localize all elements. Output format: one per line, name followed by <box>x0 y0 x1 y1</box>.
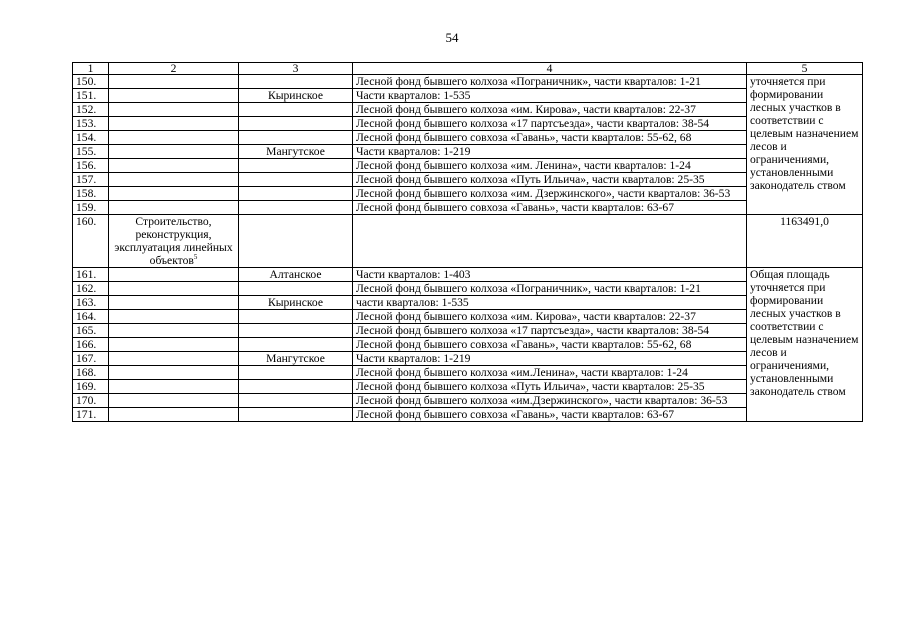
forestry-cell <box>239 75 353 89</box>
location-cell: Части кварталов: 1-535 <box>353 89 747 103</box>
table-row <box>73 103 863 117</box>
row-number: 160. <box>73 215 109 268</box>
purpose-cell <box>109 268 239 282</box>
purpose-cell <box>109 394 239 408</box>
location-cell: Лесной фонд бывшего колхоза «им.Дзержинского», части кварталов: 36-53 <box>353 394 747 408</box>
row-number: 163. <box>73 296 109 310</box>
table-row <box>73 89 863 103</box>
purpose-cell <box>109 75 239 89</box>
forestry-cell <box>239 215 353 268</box>
header-cell: 1 <box>73 63 109 75</box>
table-row <box>73 187 863 201</box>
forestry-cell <box>239 159 353 173</box>
row-number: 154. <box>73 131 109 145</box>
purpose-cell <box>109 159 239 173</box>
table-row <box>73 159 863 173</box>
purpose-cell <box>109 282 239 296</box>
table-row <box>73 408 863 422</box>
row-number: 165. <box>73 324 109 338</box>
purpose-cell <box>109 145 239 159</box>
row-number: 157. <box>73 173 109 187</box>
purpose-cell <box>109 103 239 117</box>
table-row <box>73 117 863 131</box>
forestry-cell <box>239 282 353 296</box>
forestry-cell: Кыринское <box>239 89 353 103</box>
row-number: 159. <box>73 201 109 215</box>
purpose-cell <box>109 215 239 268</box>
table-row <box>73 352 863 366</box>
forestry-cell: Алтанское <box>239 268 353 282</box>
header-cell: 5 <box>747 63 863 75</box>
purpose-cell <box>109 117 239 131</box>
table-row <box>73 380 863 394</box>
row-number: 171. <box>73 408 109 422</box>
table-row <box>73 394 863 408</box>
table-row <box>73 324 863 338</box>
forestry-cell <box>239 103 353 117</box>
header-cell: 2 <box>109 63 239 75</box>
location-cell: части кварталов: 1-535 <box>353 296 747 310</box>
header-cell: 3 <box>239 63 353 75</box>
location-cell: Лесной фонд бывшего колхоза «им. Кирова», части кварталов: 22-37 <box>353 310 747 324</box>
table-row <box>73 173 863 187</box>
table-row <box>73 338 863 352</box>
row-number: 167. <box>73 352 109 366</box>
forestry-cell <box>239 408 353 422</box>
purpose-cell <box>109 324 239 338</box>
location-cell: Лесной фонд бывшего колхоза «17 партсъезда», части кварталов: 38-54 <box>353 117 747 131</box>
row-number: 153. <box>73 117 109 131</box>
location-cell: Части кварталов: 1-403 <box>353 268 747 282</box>
forestry-cell <box>239 117 353 131</box>
table-row <box>73 268 863 282</box>
forestry-cell <box>239 380 353 394</box>
forestry-cell: Кыринское <box>239 296 353 310</box>
row-number: 150. <box>73 75 109 89</box>
row-number: 151. <box>73 89 109 103</box>
location-cell: Части кварталов: 1-219 <box>353 352 747 366</box>
purpose-cell <box>109 366 239 380</box>
row-number: 162. <box>73 282 109 296</box>
purpose-cell <box>109 131 239 145</box>
page-number: 54 <box>445 30 459 45</box>
table-row <box>73 145 863 159</box>
row-number: 166. <box>73 338 109 352</box>
row-number: 152. <box>73 103 109 117</box>
area-note-cell: Общая площадь уточняется при формировании лесных участков в соответствии с целевым назначением лесов и ограничениями, установленными законодатель ством <box>747 268 863 422</box>
purpose-cell <box>109 187 239 201</box>
forestry-cell: Мангутское <box>239 145 353 159</box>
location-cell: Лесной фонд бывшего колхоза «им. Ленина», части кварталов: 1-24 <box>353 159 747 173</box>
area-value-cell: 1163491,0 <box>747 215 863 268</box>
row-number: 164. <box>73 310 109 324</box>
table-row <box>73 310 863 324</box>
location-cell: Лесной фонд бывшего колхоза «Путь Ильича», части кварталов: 25-35 <box>353 173 747 187</box>
table-header-row <box>73 63 863 75</box>
purpose-cell <box>109 408 239 422</box>
table-row <box>73 201 863 215</box>
forestry-cell <box>239 173 353 187</box>
table-row <box>73 131 863 145</box>
location-cell: Лесной фонд бывшего совхоза «Гавань», части кварталов: 55-62, 68 <box>353 338 747 352</box>
header-cell: 4 <box>353 63 747 75</box>
purpose-cell <box>109 89 239 103</box>
purpose-cell <box>109 173 239 187</box>
forestry-cell <box>239 131 353 145</box>
location-cell: Лесной фонд бывшего совхоза «Гавань», части кварталов: 63-67 <box>353 201 747 215</box>
location-cell: Части кварталов: 1-219 <box>353 145 747 159</box>
forestry-cell <box>239 201 353 215</box>
purpose-text: Строительство, реконструкция, эксплуатация линейных объектов <box>114 215 233 267</box>
location-cell <box>353 215 747 268</box>
purpose-cell <box>109 352 239 366</box>
table-row <box>73 282 863 296</box>
location-cell: Лесной фонд бывшего колхоза «им.Ленина», части кварталов: 1-24 <box>353 366 747 380</box>
forestry-cell: Мангутское <box>239 352 353 366</box>
row-number: 155. <box>73 145 109 159</box>
forestry-cell <box>239 324 353 338</box>
document-table <box>72 62 863 422</box>
forestry-cell <box>239 338 353 352</box>
location-cell: Лесной фонд бывшего совхоза «Гавань», части кварталов: 63-67 <box>353 408 747 422</box>
location-cell: Лесной фонд бывшего колхоза «им. Дзержинского», части кварталов: 36-53 <box>353 187 747 201</box>
location-cell: Лесной фонд бывшего совхоза «Гавань», части кварталов: 55-62, 68 <box>353 131 747 145</box>
row-number: 168. <box>73 366 109 380</box>
purpose-cell <box>109 201 239 215</box>
purpose-cell <box>109 310 239 324</box>
purpose-cell <box>109 296 239 310</box>
table-row <box>73 296 863 310</box>
row-number: 170. <box>73 394 109 408</box>
purpose-cell <box>109 380 239 394</box>
location-cell: Лесной фонд бывшего колхоза «им. Кирова», части кварталов: 22-37 <box>353 103 747 117</box>
row-number: 156. <box>73 159 109 173</box>
table-row <box>73 75 863 89</box>
table-row-section <box>73 215 863 268</box>
area-note-cell: уточняется при формировании лесных участков в соответствии с целевым назначением лесов и ограничениями, установленными законодатель ством <box>747 75 863 215</box>
location-cell: Лесной фонд бывшего колхоза «Пограничник», части кварталов: 1-21 <box>353 75 747 89</box>
row-number: 161. <box>73 268 109 282</box>
location-cell: Лесной фонд бывшего колхоза «Пограничник», части кварталов: 1-21 <box>353 282 747 296</box>
location-cell: Лесной фонд бывшего колхоза «Путь Ильича», части кварталов: 25-35 <box>353 380 747 394</box>
location-cell: Лесной фонд бывшего колхоза «17 партсъезда», части кварталов: 38-54 <box>353 324 747 338</box>
forestry-cell <box>239 394 353 408</box>
row-number: 169. <box>73 380 109 394</box>
forestry-cell <box>239 310 353 324</box>
forestry-cell <box>239 366 353 380</box>
forestry-cell <box>239 187 353 201</box>
footnote-marker: 5 <box>193 253 198 262</box>
table-row <box>73 366 863 380</box>
purpose-cell <box>109 338 239 352</box>
row-number: 158. <box>73 187 109 201</box>
